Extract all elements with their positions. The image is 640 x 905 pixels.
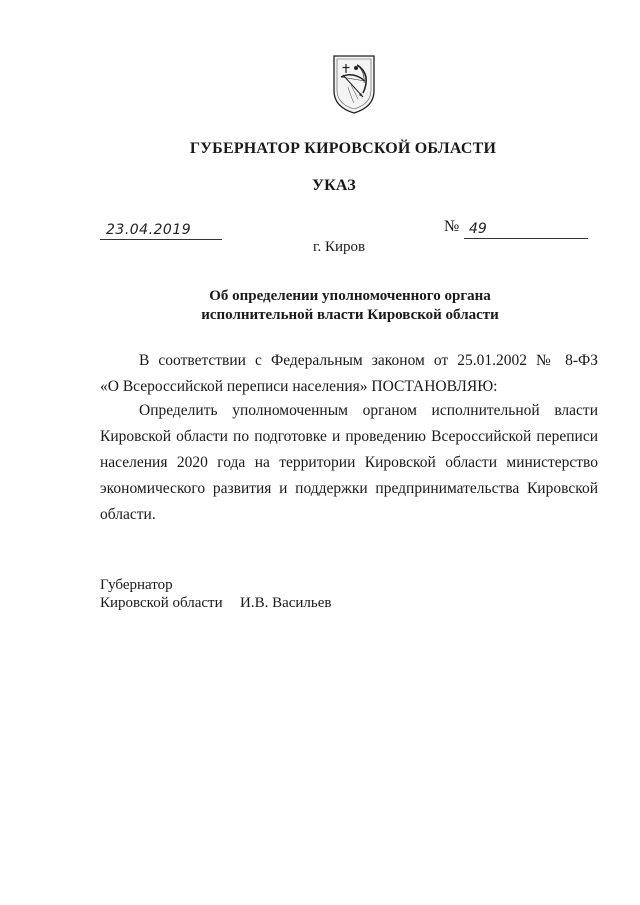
subject-line-2: исполнительной власти Кировской области [201,307,499,323]
paragraph-line: экономического развития и поддержки предпринимательства Кировской [100,480,598,497]
coat-of-arms-icon [331,53,377,115]
number-sign: № [444,218,460,235]
paragraph-line: населения 2020 года на территории Кировской области министерство [100,454,598,471]
paragraph-decision [100,398,598,528]
decree-date [100,222,222,240]
signatory-name: И.В. Васильев [240,595,332,611]
date-underline [100,239,222,240]
signatory-title-line-1: Губернатор [100,577,173,593]
paragraph-line: Кировской области по подготовке и проведению Всероссийской переписи [100,428,598,445]
paragraph-line: В соответствии с Федеральным законом от 25.01.2002 № 8-ФЗ [139,352,598,369]
number-handwritten: 49 [469,221,487,237]
signatory-title-line-2: Кировской области [100,595,223,611]
city-label: г. Киров [313,239,366,255]
document-type: УКАЗ [312,177,356,194]
subject-line-1: Об определении уполномоченного органа [209,288,491,304]
authority-title: ГУБЕРНАТОР КИРОВСКОЙ ОБЛАСТИ [189,140,497,157]
paragraph-legal-basis [100,348,598,400]
number-underline [464,238,588,239]
paragraph-line: Определить уполномоченным органом исполнительной власти [139,402,598,419]
paragraph-line: «О Всероссийской переписи населения» ПОСТАНОВЛЯЮ: [100,378,498,395]
date-handwritten: 23.04.2019 [106,222,192,238]
decree-number [444,218,588,240]
paragraph-line: области. [100,506,156,523]
